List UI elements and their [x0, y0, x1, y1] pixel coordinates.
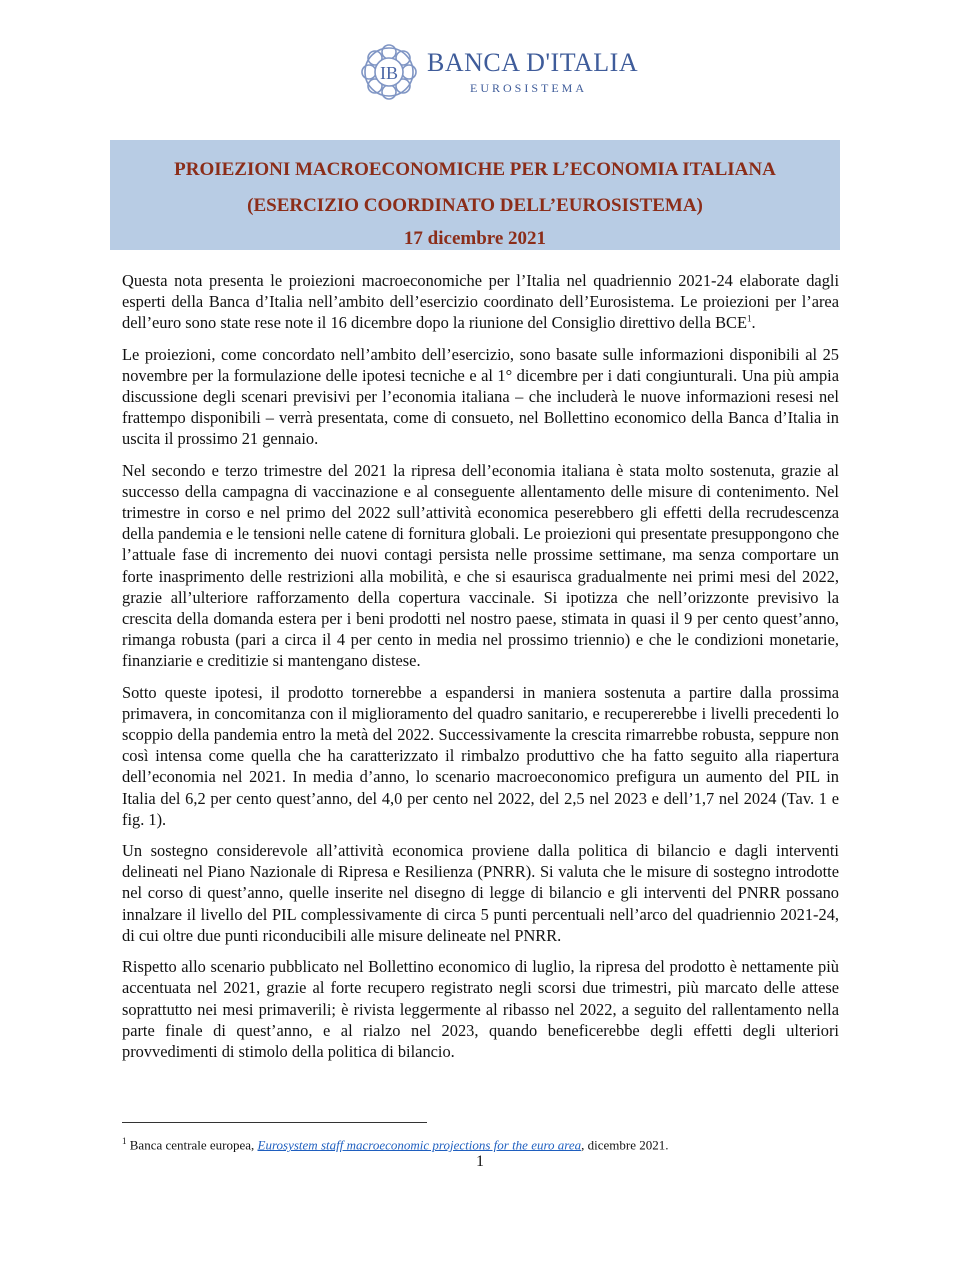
document-body [122, 270, 839, 1072]
paragraph-5: Un sostegno considerevole all’attività economica proviene dalla politica di bilancio e dagli interventi delineati nel Piano Nazionale di Ripresa e Resilienza (PNRR). Si valuta che le misure di sostegno introdotte nel corso di quest’anno, quelle inserite nel disegno di legge di bilancio e gli interventi del PNRR possano innalzare il livello del PIL complessivamente di circa 5 punti percentuali nell’arco del quadriennio 2021-24, di cui oltre due punti riconducibili alle misure delineate nel PNRR. [122, 841, 839, 945]
paragraph-1-end: . [751, 313, 756, 333]
footnote-number: 1 [122, 1136, 127, 1146]
paragraph-1 [122, 270, 839, 334]
footnote-reference[interactable]: 1 [746, 313, 752, 324]
footnote [122, 1133, 839, 1153]
footnote-suffix: , dicembre 2021. [581, 1137, 669, 1153]
footnote-prefix: Banca centrale europea, [126, 1137, 258, 1153]
paragraph-1-text: Questa nota presenta le proiezioni macroeconomiche per l’Italia nel quadriennio 2021-24 elaborate dagli esperti della Banca d’Italia nell’ambito dell’esercizio coordinato dell’Eurosistema. Le proiezioni per l’area dell’euro sono state rese note il 16 dicembre dopo la riunione del Consiglio direttivo della BCE [122, 271, 839, 333]
title-box [110, 140, 840, 250]
footnote-divider [122, 1122, 427, 1123]
logo-name: BANCA D'ITALIA [427, 48, 639, 77]
paragraph-6: Rispetto allo scenario pubblicato nel Bollettino economico di luglio, la ripresa del prodotto è nettamente più accentuata nel 2021, grazie al forte recupero registrato negli scorsi due trimestri, più marcato delle attese soprattutto nei mesi primaverili; è rivista leggermente al ribasso nel 2022, a seguito del rallentamento nella parte finale di quest’anno, e al rialzo nel 2023, quando beneficerebbe degli effetti degli ulteriori provvedimenti di stimolo della politica di bilancio. [122, 957, 839, 1061]
page-title-line1: PROIEZIONI MACROECONOMICHE PER L’ECONOMIA ITALIANA [174, 159, 776, 180]
page-title-line2: (ESERCIZIO COORDINATO DELL’EUROSISTEMA) [247, 195, 703, 216]
svg-text:IB: IB [380, 63, 398, 83]
publication-date: 17 dicembre 2021 [403, 228, 547, 249]
bank-logo [357, 40, 639, 108]
page-number: 1 [476, 1153, 484, 1170]
logo-subtitle: EUROSISTEMA [470, 81, 588, 95]
paragraph-3: Nel secondo e terzo trimestre del 2021 la ripresa dell’economia italiana è stata molto sostenuta, grazie al successo della campagna di vaccinazione e al conseguente allentamento delle misure di contenimento. Nel trimestre in corso e nel primo del 2022 sull’attività economica peserebbero gli effetti della recrudescenza della pandemia e le tensioni nelle catene di fornitura globali. Le proiezioni qui presentate presuppongono che l’attuale fase di incremento dei nuovi contagi persista nelle prossime settimane, ma senza comportare un forte inasprimento delle restrizioni alla mobilità, e che si esaurisca gradualmente nei primi mesi del 2022, grazie all’ulteriore rafforzamento della copertura vaccinale. Si ipotizza che nell’orizzonte previsivo la crescita della domanda estera per i beni prodotti nel nostro paese, stimata in quasi il 9 per cento quest’anno, rimanga robusta (pari a circa il 4 per cento in media nel prossimo triennio) e che le condizioni monetarie, finanziarie e creditizie si mantengano distese. [122, 460, 839, 671]
paragraph-4: Sotto queste ipotesi, il prodotto tornerebbe a espandersi in maniera sostenuta a partire dalla prossima primavera, in concomitanza con il miglioramento del quadro sanitario, e recupererebbe i livelli precedenti lo scoppio della pandemia entro la metà del 2022. Successivamente la crescita rimarrebbe robusta, seppure non così intensa come quella che ha caratterizzato il rimbalzo produttivo che ha fatto seguito alla riapertura dell’economia nel 2021. In media d’anno, lo scenario macroeconomico prefigura un aumento del PIL in Italia del 6,2 per cento quest’anno, del 4,0 per cento nel 2022, del 2,5 nel 2023 e dell’1,7 nel 2024 (Tav. 1 e fig. 1). [122, 682, 839, 829]
bank-emblem-icon [357, 40, 421, 104]
footnote-link[interactable]: Eurosystem staff macroeconomic projections for the euro area [257, 1137, 582, 1153]
paragraph-2: Le proiezioni, come concordato nell’ambito dell’esercizio, sono basate sulle informazioni disponibili al 25 novembre per la formulazione delle ipotesi tecniche e al 1° dicembre per i dati congiunturali. Una più ampia discussione degli scenari previsivi per l’economia italiana – che includerà le nuove informazioni resesi nel frattempo disponibili – verrà presentata, come di consueto, nel Bollettino economico della Banca d’Italia in uscita il prossimo 21 gennaio. [122, 344, 839, 449]
